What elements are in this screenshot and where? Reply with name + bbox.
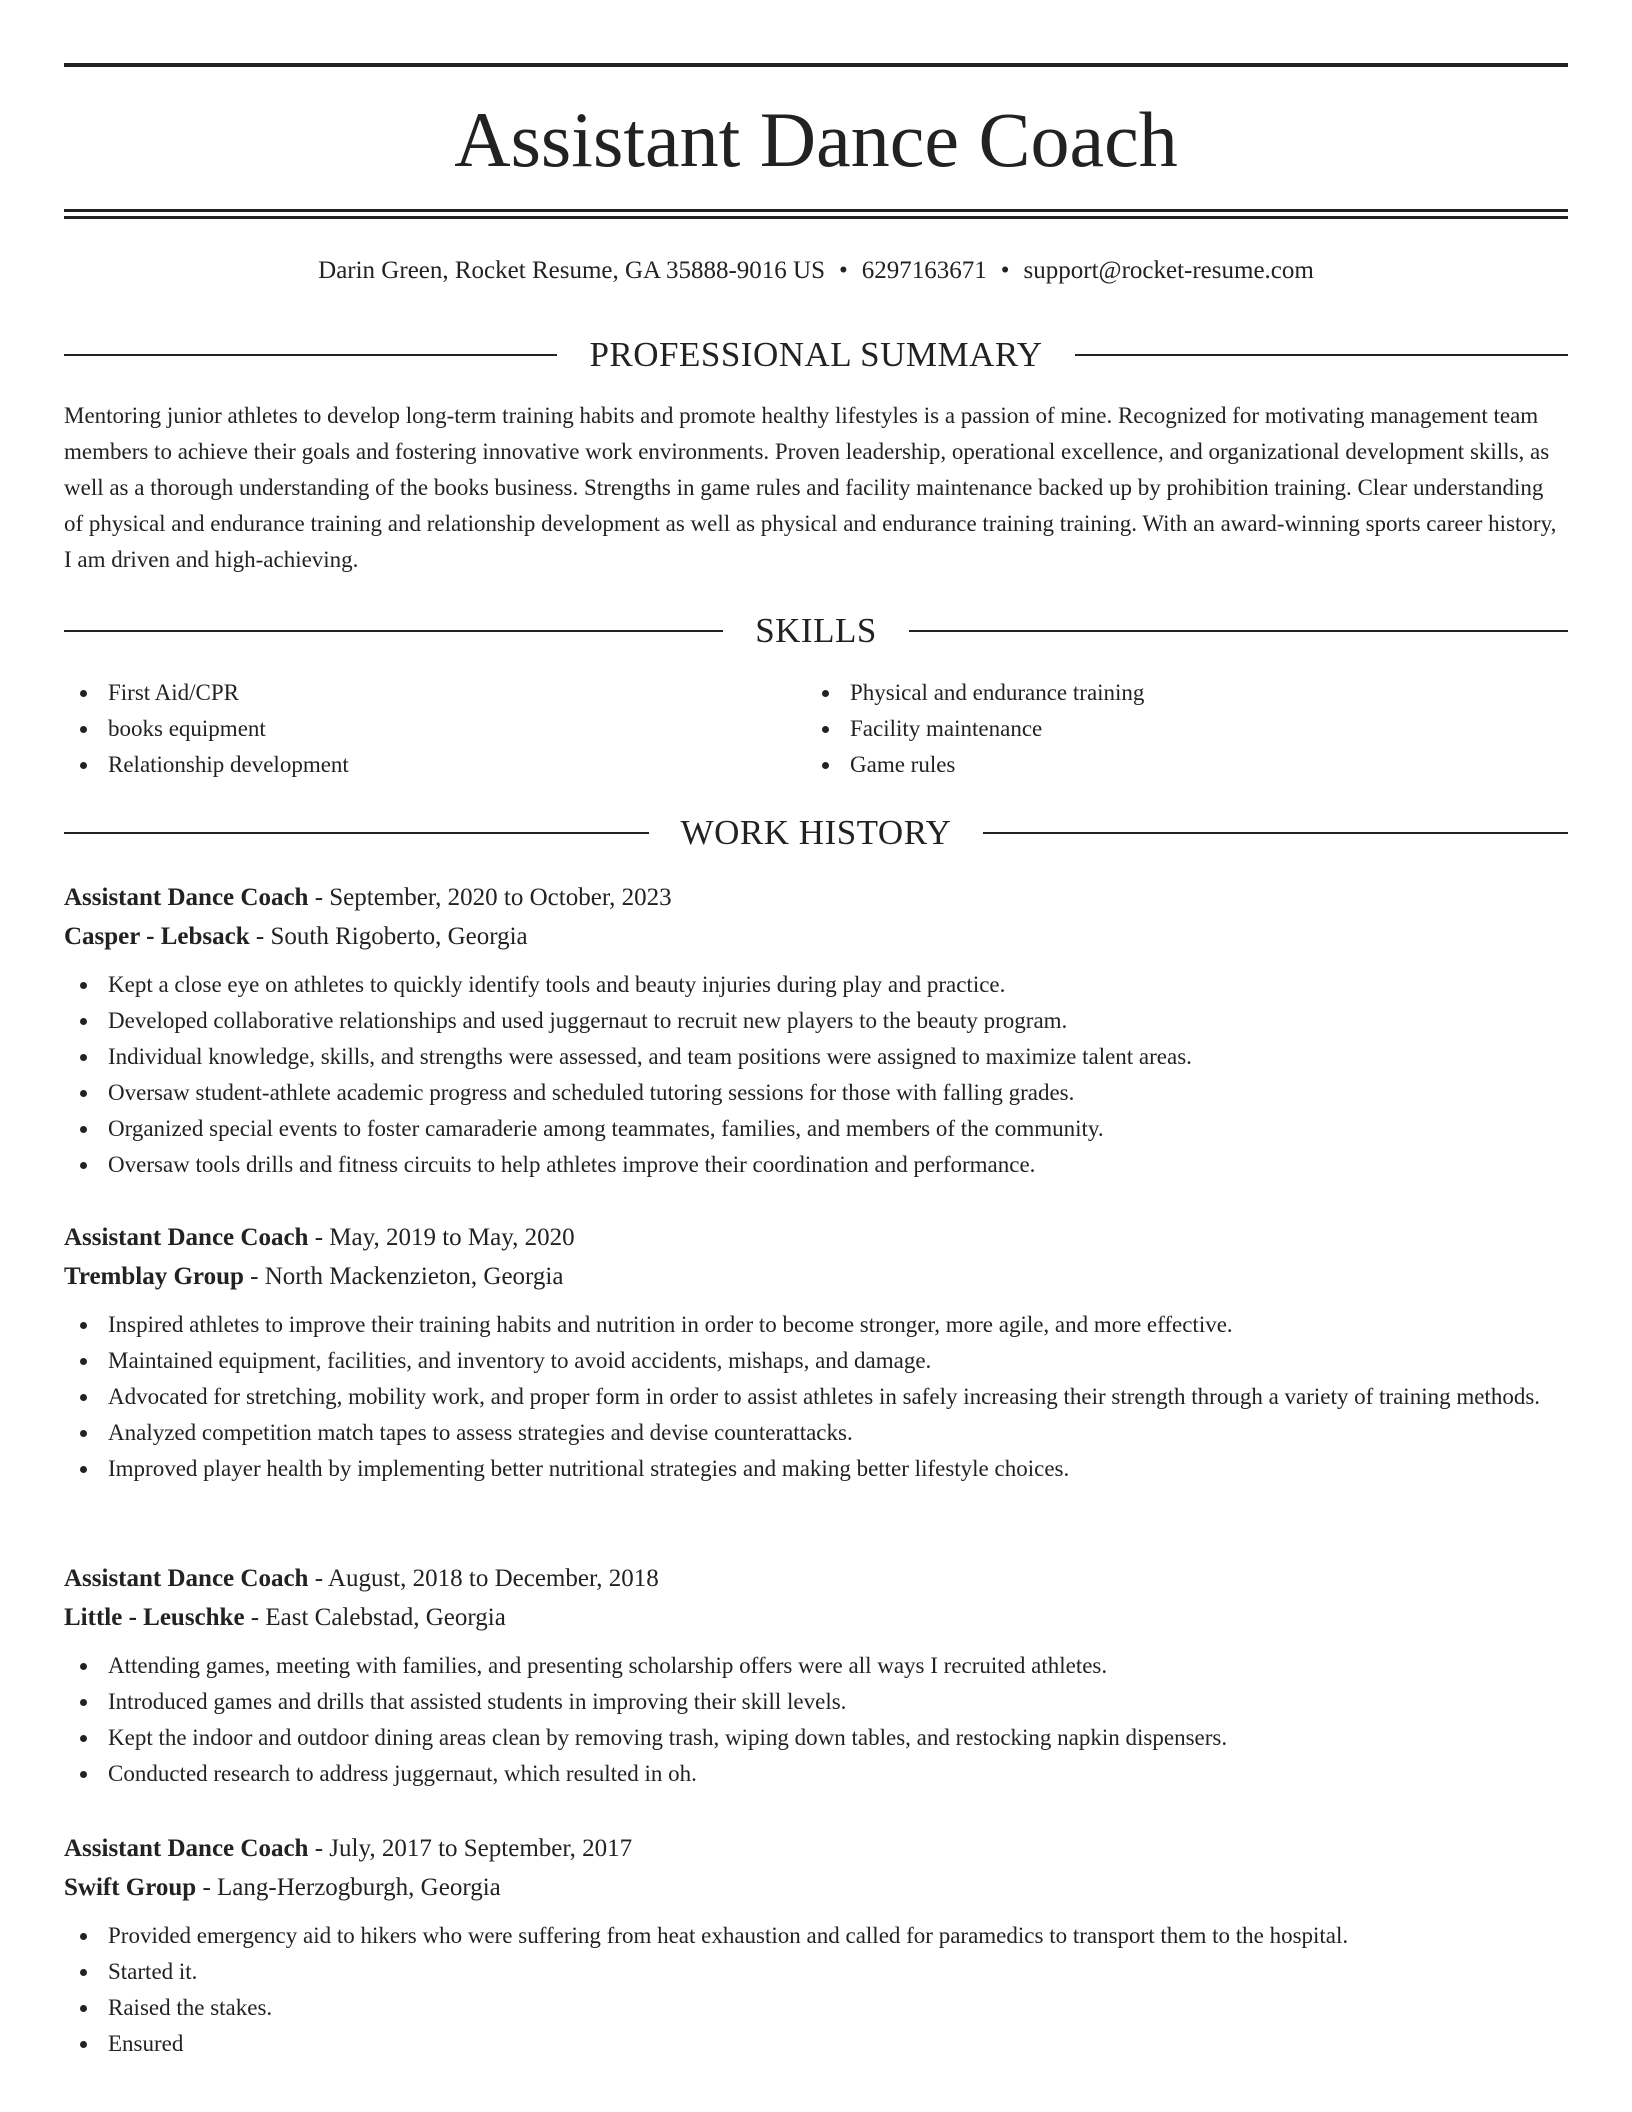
resume-title: Assistant Dance Coach xyxy=(454,96,1178,183)
section-divider xyxy=(64,630,723,632)
job-company-line xyxy=(64,1598,1568,1637)
section-divider xyxy=(983,832,1568,834)
job-bullet: Improved player health by implementing better nutritional strategies and making better lifestyle choices. xyxy=(64,1451,1568,1487)
job-location: - East Calebstad, Georgia xyxy=(244,1604,506,1631)
section-title-summary: PROFESSIONAL SUMMARY xyxy=(589,335,1043,374)
job-entry xyxy=(64,1829,1568,2062)
job-role: Assistant Dance Coach xyxy=(64,884,309,911)
job-bullet: Started it. xyxy=(64,1954,1568,1990)
job-entry xyxy=(64,878,1568,1183)
section-divider xyxy=(64,832,649,834)
job-bullet: Developed collaborative relationships and used juggernaut to recruit new players to the beauty program. xyxy=(64,1003,1568,1039)
job-entry xyxy=(64,1559,1568,1792)
job-bullet: Kept a close eye on athletes to quickly identify tools and beauty injuries during play and practice. xyxy=(64,967,1568,1003)
job-bullet: Ensured xyxy=(64,2026,1568,2062)
section-divider xyxy=(64,354,557,356)
contact-separator: • xyxy=(839,257,848,284)
skills-list-left xyxy=(64,675,764,783)
contact-line xyxy=(64,254,1568,288)
job-bullets xyxy=(64,1918,1568,2062)
job-bullet: Provided emergency aid to hikers who were suffering from heat exhaustion and called for paramedics to transport them to the hospital. xyxy=(64,1918,1568,1954)
job-dates: - July, 2017 to September, 2017 xyxy=(308,1835,633,1862)
job-title-line xyxy=(64,1218,1568,1257)
skill-item: Physical and endurance training xyxy=(806,675,1506,711)
section-header-skills xyxy=(64,609,1568,653)
job-location: - North Mackenzieton, Georgia xyxy=(243,1263,564,1290)
section-header-summary xyxy=(64,333,1568,377)
job-bullet: Oversaw tools drills and fitness circuits to help athletes improve their coordination and performance. xyxy=(64,1147,1568,1183)
contact-separator: • xyxy=(1000,257,1010,284)
job-company: Swift Group xyxy=(64,1874,197,1901)
job-bullet: Raised the stakes. xyxy=(64,1990,1568,2026)
skill-item: Facility maintenance xyxy=(806,711,1506,747)
job-bullet: Organized special events to foster camaraderie among teammates, families, and members of the community. xyxy=(64,1111,1568,1147)
job-bullet: Conducted research to address juggernaut, which resulted in oh. xyxy=(64,1756,1568,1792)
section-title-work: WORK HISTORY xyxy=(680,813,952,852)
job-bullets xyxy=(64,967,1568,1183)
job-dates: - August, 2018 to December, 2018 xyxy=(308,1565,659,1592)
job-company-line xyxy=(64,1868,1568,1907)
job-location: - Lang-Herzogburgh, Georgia xyxy=(196,1874,501,1901)
contact-address: Darin Green, Rocket Resume, GA 35888-9016 US xyxy=(318,257,826,284)
job-bullet: Kept the indoor and outdoor dining areas clean by removing trash, wiping down tables, and restocking napkin dispensers. xyxy=(64,1720,1568,1756)
contact-phone: 6297163671 xyxy=(861,257,987,284)
job-company: Casper - Lebsack xyxy=(64,923,250,950)
job-company: Tremblay Group xyxy=(64,1263,244,1290)
job-entry xyxy=(64,1218,1568,1487)
job-role: Assistant Dance Coach xyxy=(64,1565,309,1592)
job-title-line xyxy=(64,1559,1568,1598)
section-divider xyxy=(1075,354,1568,356)
job-bullet: Oversaw student-athlete academic progress and scheduled tutoring sessions for those with falling grades. xyxy=(64,1075,1568,1111)
job-bullet: Introduced games and drills that assisted students in improving their skill levels. xyxy=(64,1684,1568,1720)
skill-item: Relationship development xyxy=(64,747,764,783)
skill-item: books equipment xyxy=(64,711,764,747)
section-divider xyxy=(909,630,1568,632)
section-title-skills: SKILLS xyxy=(755,611,877,650)
title-rule-lower xyxy=(64,216,1568,219)
skill-item: Game rules xyxy=(806,747,1506,783)
job-bullets xyxy=(64,1648,1568,1792)
job-bullet: Analyzed competition match tapes to assess strategies and devise counterattacks. xyxy=(64,1415,1568,1451)
job-location: - South Rigoberto, Georgia xyxy=(249,923,528,950)
job-company: Little - Leuschke xyxy=(64,1604,245,1631)
job-bullet: Individual knowledge, skills, and strengths were assessed, and team positions were assigned to maximize talent areas. xyxy=(64,1039,1568,1075)
top-rule xyxy=(64,63,1568,67)
contact-email: support@rocket-resume.com xyxy=(1023,257,1314,284)
job-bullet: Advocated for stretching, mobility work, and proper form in order to assist athletes in safely increasing their strength through a variety of training methods. xyxy=(64,1379,1568,1415)
job-role: Assistant Dance Coach xyxy=(64,1835,309,1862)
job-role: Assistant Dance Coach xyxy=(64,1224,309,1251)
skills-list-right xyxy=(806,675,1506,783)
job-title-line xyxy=(64,1829,1568,1868)
job-bullet: Maintained equipment, facilities, and inventory to avoid accidents, mishaps, and damage. xyxy=(64,1343,1568,1379)
job-dates: - May, 2019 to May, 2020 xyxy=(308,1224,575,1251)
professional-summary-text: Mentoring junior athletes to develop long-term training habits and promote healthy lifestyles is a passion of mine. Recognized for motivating management team members to achieve their goals and fostering innovative work environments. Proven leadership, operational excellence, and organizational development skills, as well as a thorough understanding of the books business. Strengths in game rules and facility maintenance backed up by prohibition training. Clear understanding of physical and endurance training and relationship development as well as physical and endurance training training. With an award-winning sports career history, I am driven and high-achieving. xyxy=(64,403,1557,572)
job-dates: - September, 2020 to October, 2023 xyxy=(308,884,672,911)
section-header-work xyxy=(64,811,1568,855)
skill-item: First Aid/CPR xyxy=(64,675,764,711)
title-rule-upper xyxy=(64,209,1568,212)
job-bullet: Inspired athletes to improve their training habits and nutrition in order to become stronger, more agile, and more effective. xyxy=(64,1307,1568,1343)
job-bullets xyxy=(64,1307,1568,1487)
job-company-line xyxy=(64,917,1568,956)
job-bullet: Attending games, meeting with families, and presenting scholarship offers were all ways I recruited athletes. xyxy=(64,1648,1568,1684)
job-title-line xyxy=(64,878,1568,917)
job-company-line xyxy=(64,1257,1568,1296)
